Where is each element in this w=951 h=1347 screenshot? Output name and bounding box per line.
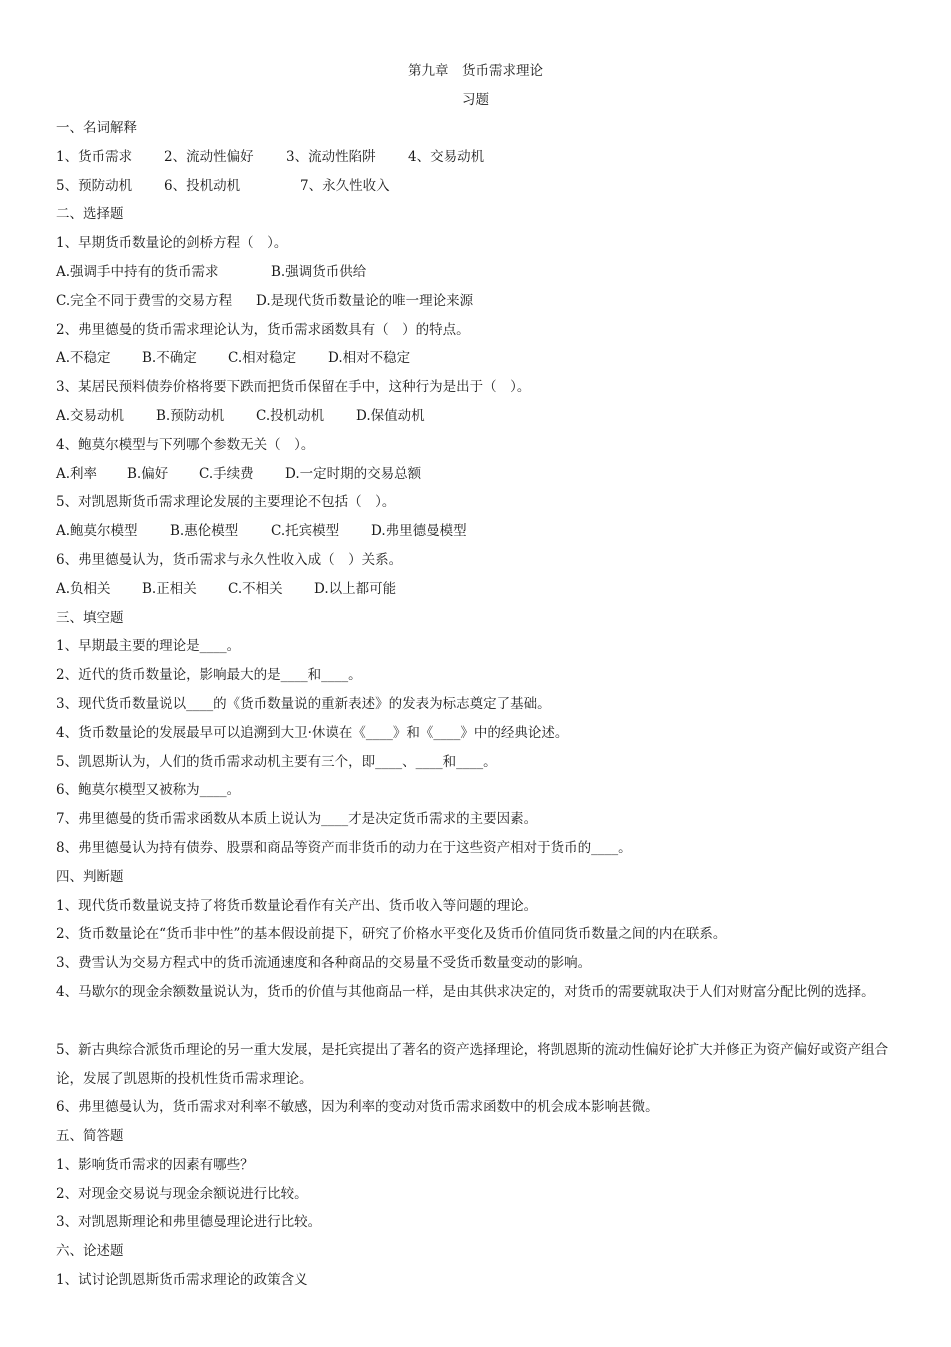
- section-heading: 五、简答题: [56, 1128, 124, 1144]
- judgement-item: 2、货币数量论在“货币非中性”的基本假设前提下，研究了价格水平变化及货币价值同货币数量之间的内在联系。: [56, 926, 727, 942]
- short-answer-item: 1、影响货币需求的因素有哪些？: [56, 1157, 254, 1173]
- option: A.负相关: [56, 581, 111, 597]
- option: D.以上都可能: [314, 581, 397, 597]
- option: D.是现代货币数量论的唯一理论来源: [256, 293, 474, 309]
- fill-blank-item: 4、货币数量论的发展最早可以追溯到大卫·休谟在《____》和《____》中的经典论述。: [56, 725, 569, 741]
- chapter-title: 第九章 货币需求理论: [408, 63, 543, 79]
- question: 1、早期货币数量论的剑桥方程（ ）。: [56, 235, 288, 251]
- option: A.鲍莫尔模型: [56, 523, 138, 539]
- option: D.一定时期的交易总额: [285, 466, 422, 482]
- term-item: 5、预防动机: [56, 178, 133, 194]
- option: C.手续费: [199, 466, 254, 482]
- option: A.强调手中持有的货币需求: [56, 264, 219, 280]
- option: B.预防动机: [156, 408, 225, 424]
- short-answer-item: 2、对现金交易说与现金余额说进行比较。: [56, 1186, 308, 1202]
- option-row: [56, 348, 410, 368]
- question: 2、弗里德曼的货币需求理论认为，货币需求函数具有（ ）的特点。: [56, 322, 470, 338]
- option-row: [56, 579, 396, 599]
- option-row: [56, 521, 467, 541]
- section-heading: 四、判断题: [56, 869, 124, 885]
- option: D.保值动机: [356, 408, 425, 424]
- option-row: [56, 291, 473, 311]
- judgement-item: 1、现代货币数量说支持了将货币数量论看作有关产出、货币收入等问题的理论。: [56, 898, 538, 914]
- option: D.弗里德曼模型: [371, 523, 467, 539]
- option-row: [56, 464, 421, 484]
- fill-blank-item: 1、早期最主要的理论是____。: [56, 638, 241, 654]
- term-item: 4、交易动机: [408, 149, 485, 165]
- option: C.不相关: [228, 581, 283, 597]
- term-item: 6、投机动机: [164, 178, 241, 194]
- question: 5、对凯恩斯货币需求理论发展的主要理论不包括（ ）。: [56, 494, 396, 510]
- fill-blank-item: 3、现代货币数量说以____的《货币数量说的重新表述》的发表为标志奠定了基础。: [56, 696, 551, 712]
- option: A.交易动机: [56, 408, 125, 424]
- term-item: 1、货币需求: [56, 149, 133, 165]
- option: B.惠伦模型: [170, 523, 239, 539]
- fill-blank-item: 5、凯恩斯认为，人们的货币需求动机主要有三个，即____、____和____。: [56, 754, 497, 770]
- judgement-item: 6、弗里德曼认为，货币需求对利率不敏感，因为利率的变动对货币需求函数中的机会成本影响甚微。: [56, 1099, 659, 1115]
- question: 6、弗里德曼认为，货币需求与永久性收入成（ ）关系。: [56, 552, 403, 568]
- fill-blank-item: 2、近代的货币数量论，影响最大的是____和____。: [56, 667, 362, 683]
- fill-blank-item: 7、弗里德曼的货币需求函数从本质上说认为____才是决定货币需求的主要因素。: [56, 811, 538, 827]
- judgement-item: 5、新古典综合派货币理论的另一重大发展，是托宾提出了著名的资产选择理论，将凯恩斯的流动性偏好论扩大并修正为资产偏好或资产组合论，发展了凯恩斯的投机性货币需求理论。: [56, 1042, 889, 1087]
- fill-blank-item: 8、弗里德曼认为持有债券、股票和商品等资产而非货币的动力在于这些资产相对于货币的____。: [56, 840, 632, 856]
- option: A.不稳定: [56, 350, 111, 366]
- option-row: [56, 262, 366, 282]
- term-row: [56, 176, 390, 196]
- question: 3、某居民预料债券价格将要下跌而把货币保留在手中，这种行为是出于（ ）。: [56, 379, 531, 395]
- judgement-item: 4、马歇尔的现金余额数量说认为，货币的价值与其他商品一样，是由其供求决定的，对货币的需要就取决于人们对财富分配比例的选择。: [56, 984, 875, 1000]
- term-item: 2、流动性偏好: [164, 149, 254, 165]
- option: C.投机动机: [256, 408, 325, 424]
- term-row: [56, 147, 484, 167]
- short-answer-item: 3、对凯恩斯理论和弗里德曼理论进行比较。: [56, 1214, 322, 1230]
- section-heading: 二、选择题: [56, 206, 124, 222]
- option: B.不确定: [142, 350, 197, 366]
- option: D.相对不稳定: [328, 350, 411, 366]
- option: C.托宾模型: [271, 523, 340, 539]
- fill-blank-item: 6、鲍莫尔模型又被称为____。: [56, 782, 241, 798]
- option: C.完全不同于费雪的交易方程: [56, 293, 233, 309]
- exercise-subtitle: 习题: [462, 92, 489, 108]
- option: B.正相关: [142, 581, 197, 597]
- option: C.相对稳定: [228, 350, 297, 366]
- section-heading: 一、名词解释: [56, 120, 137, 136]
- section-heading: 六、论述题: [56, 1243, 124, 1259]
- option: B.偏好: [127, 466, 169, 482]
- section-heading: 三、填空题: [56, 610, 124, 626]
- question: 4、鲍莫尔模型与下列哪个参数无关（ ）。: [56, 437, 315, 453]
- term-item: 3、流动性陷阱: [286, 149, 376, 165]
- option-row: [56, 406, 425, 426]
- option: B.强调货币供给: [271, 264, 367, 280]
- term-item: 7、永久性收入: [300, 178, 390, 194]
- judgement-item: 3、费雪认为交易方程式中的货币流通速度和各种商品的交易量不受货币数量变动的影响。: [56, 955, 592, 971]
- option: A.利率: [56, 466, 98, 482]
- essay-item: 1、试讨论凯恩斯货币需求理论的政策含义: [56, 1272, 308, 1288]
